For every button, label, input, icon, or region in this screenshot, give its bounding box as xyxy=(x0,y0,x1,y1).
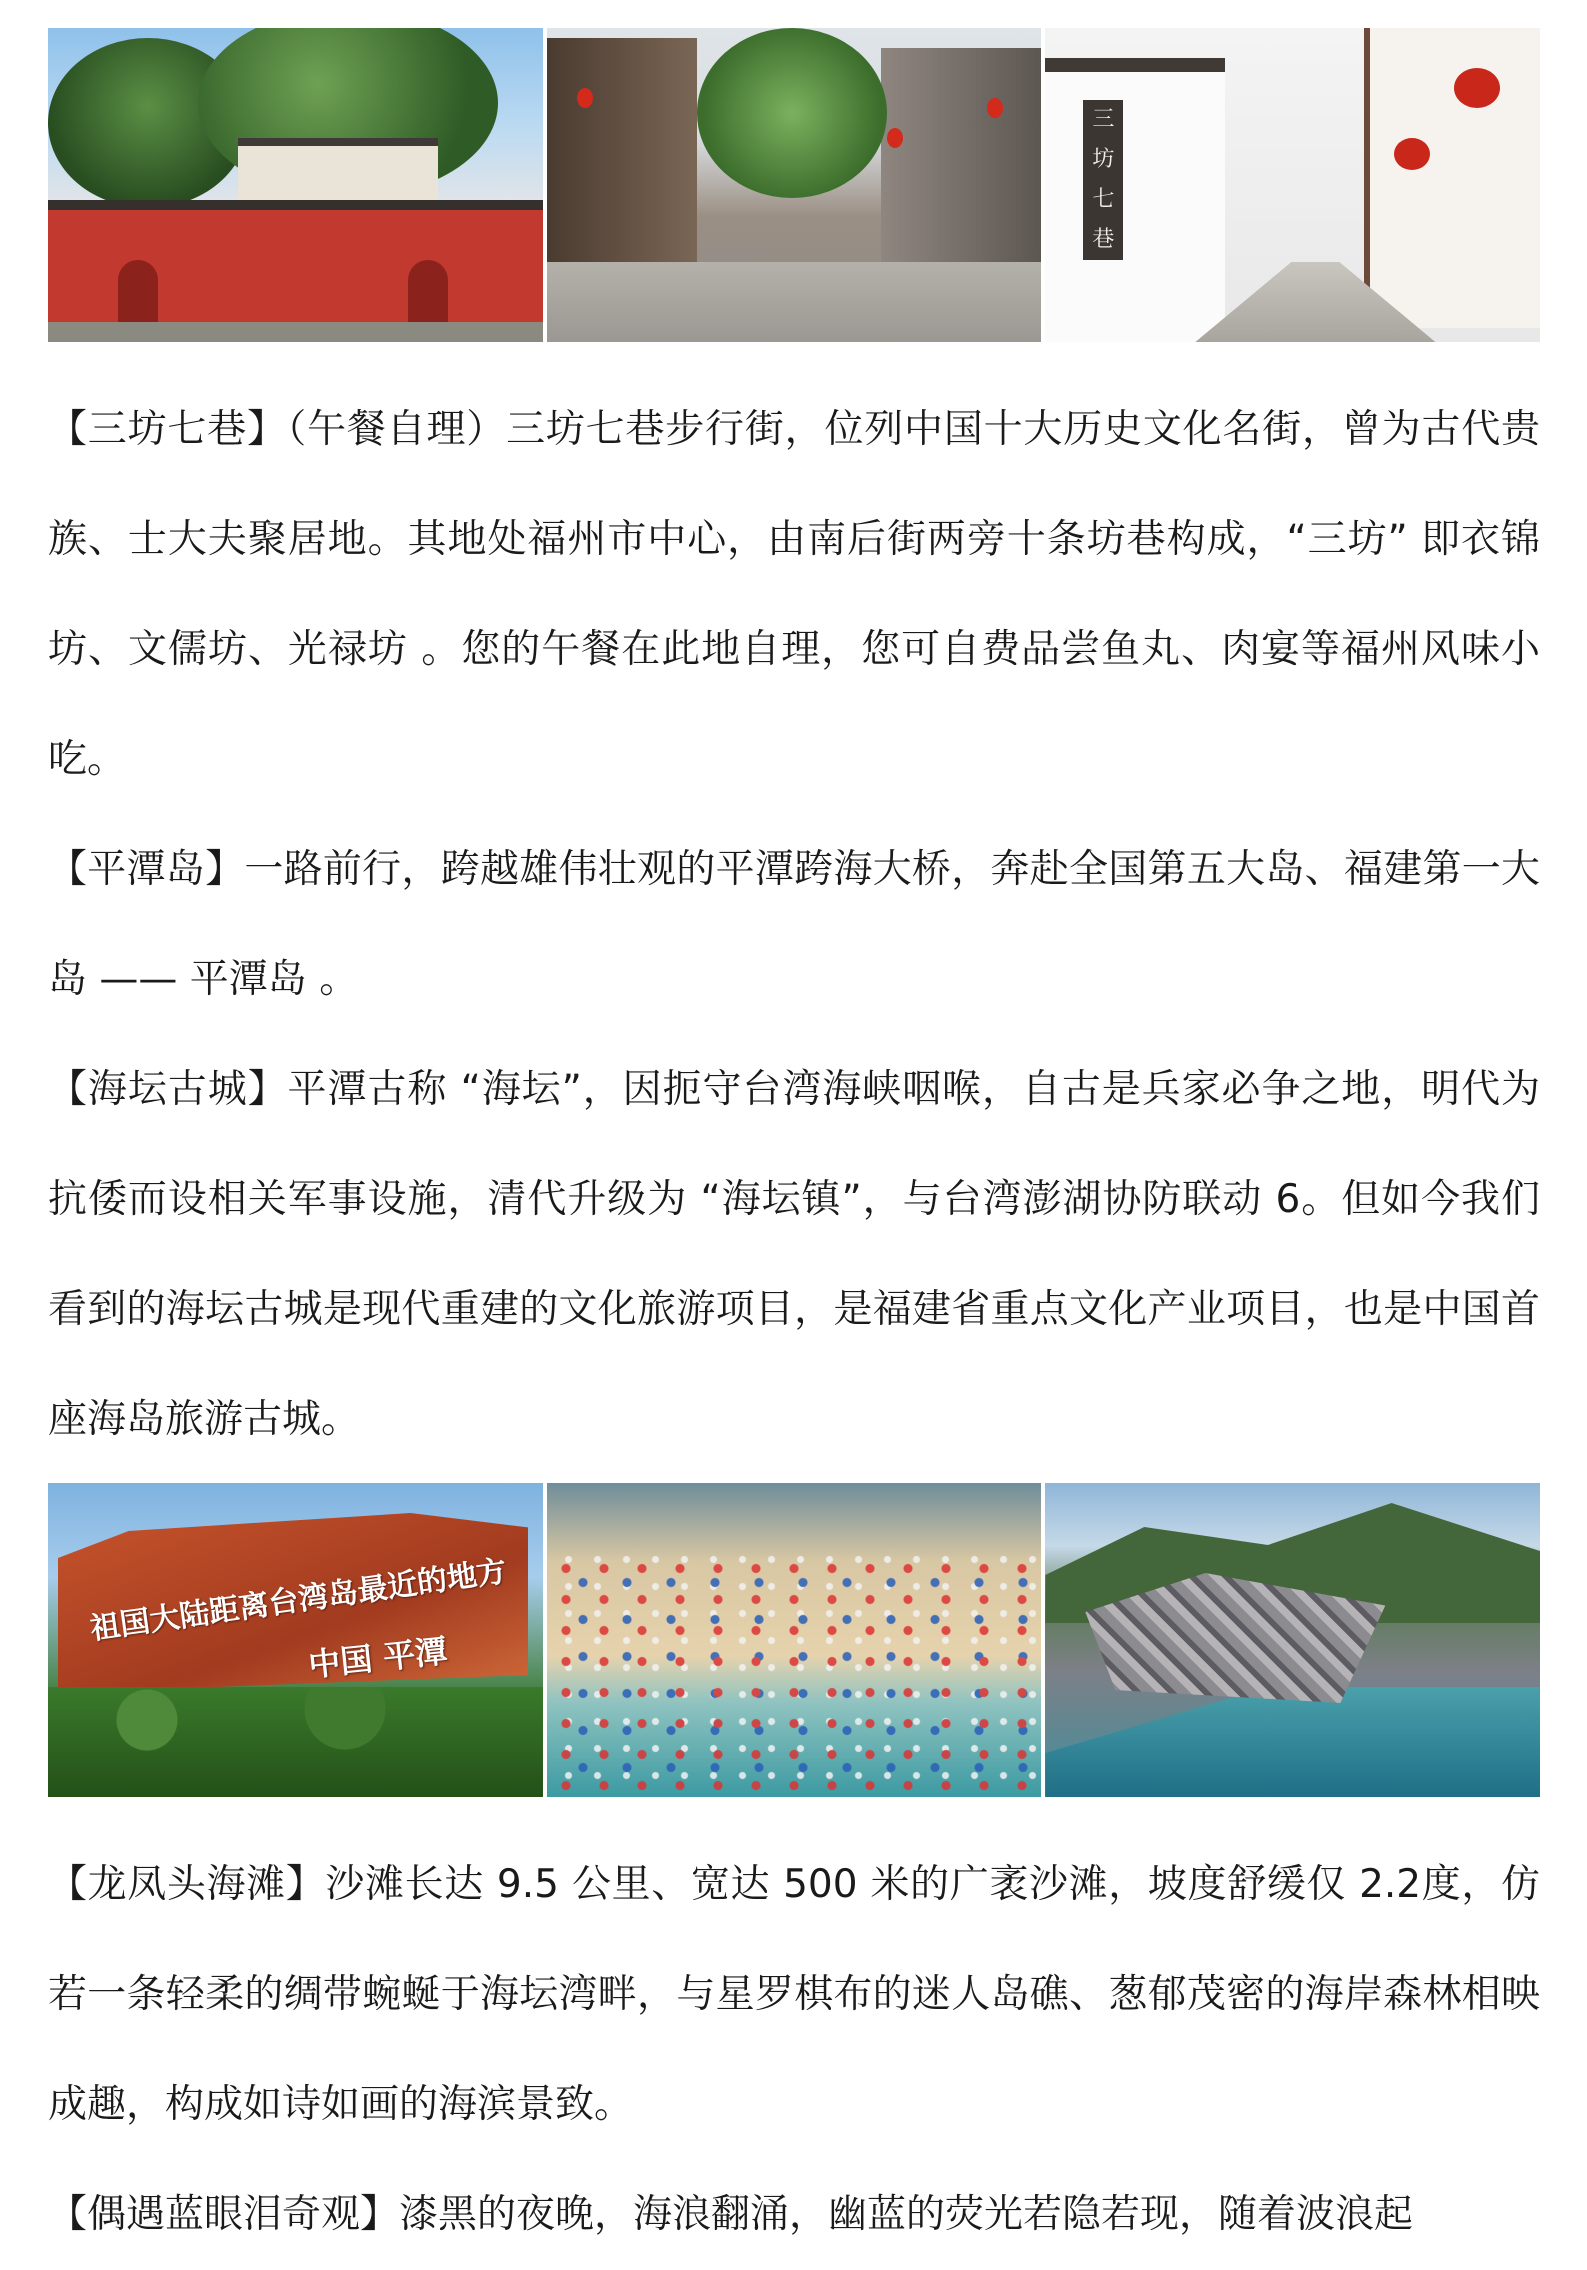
paragraph-longfengtou-beach: 【龙凤头海滩】沙滩长达 9.5 公里、宽达 500 米的广袤沙滩，坡度舒缓仅 2.2度，仿若一条轻柔的绸带蜿蜒于海坛湾畔，与星罗棋布的迷人岛礁、葱郁茂密的海岸森林相映成趣，构成如诗如画的海滨景致。 xyxy=(48,1862,1540,2127)
paragraph-sanfang-qixiang: 【三坊七巷】（午餐自理）三坊七巷步行街，位列中国十大历史文化名街，曾为古代贵族、士大夫聚居地。其地处福州市中心，由南后街两旁十条坊巷构成，“三坊” 即衣锦坊、文儒坊、光禄坊 。您的午餐在此地自理，您可自费品尝鱼丸、肉宴等福州风味小吃。 xyxy=(48,407,1540,782)
photo-sanfang-alley xyxy=(1045,28,1540,342)
paragraph-haitan-ancient-city: 【海坛古城】平潭古称 “海坛”，因扼守台湾海峡咽喉，自古是兵家必争之地，明代为抗倭而设相关军事设施，清代升级为 “海坛镇”，与台湾澎湖协防联动 6。但如今我们看到的海坛古城是现代重建的文化旅游项目，是福建省重点文化产业项目，也是中国首座海岛旅游古城。 xyxy=(48,1067,1540,1442)
paragraph-pingtan-island: 【平潭岛】一路前行，跨越雄伟壮观的平潭跨海大桥，奔赴全国第五大岛、福建第一大岛 —— 平潭岛 。 xyxy=(48,847,1540,1002)
photo-pingtan-cliff xyxy=(48,1483,543,1797)
cliff-inscription-line2: 中国 平潭 xyxy=(306,1631,449,1685)
photo-strip-bottom xyxy=(48,1483,1540,1797)
photo-sanfang-street xyxy=(547,28,1042,342)
photo-coastal-village xyxy=(1045,1483,1540,1797)
photo-sanfang-red-wall xyxy=(48,28,543,342)
alley-sign: 三 坊 七 巷 xyxy=(1083,100,1123,260)
photo-strip-top xyxy=(48,28,1540,342)
photo-longfengtou-beach xyxy=(547,1483,1042,1797)
cliff-inscription-line1: 祖国大陆距离台湾岛最近的地方 xyxy=(88,1553,509,1648)
paragraph-blue-tears: 【偶遇蓝眼泪奇观】漆黑的夜晚，海浪翻涌，幽蓝的荧光若隐若现，随着波浪起 xyxy=(48,2192,1414,2237)
